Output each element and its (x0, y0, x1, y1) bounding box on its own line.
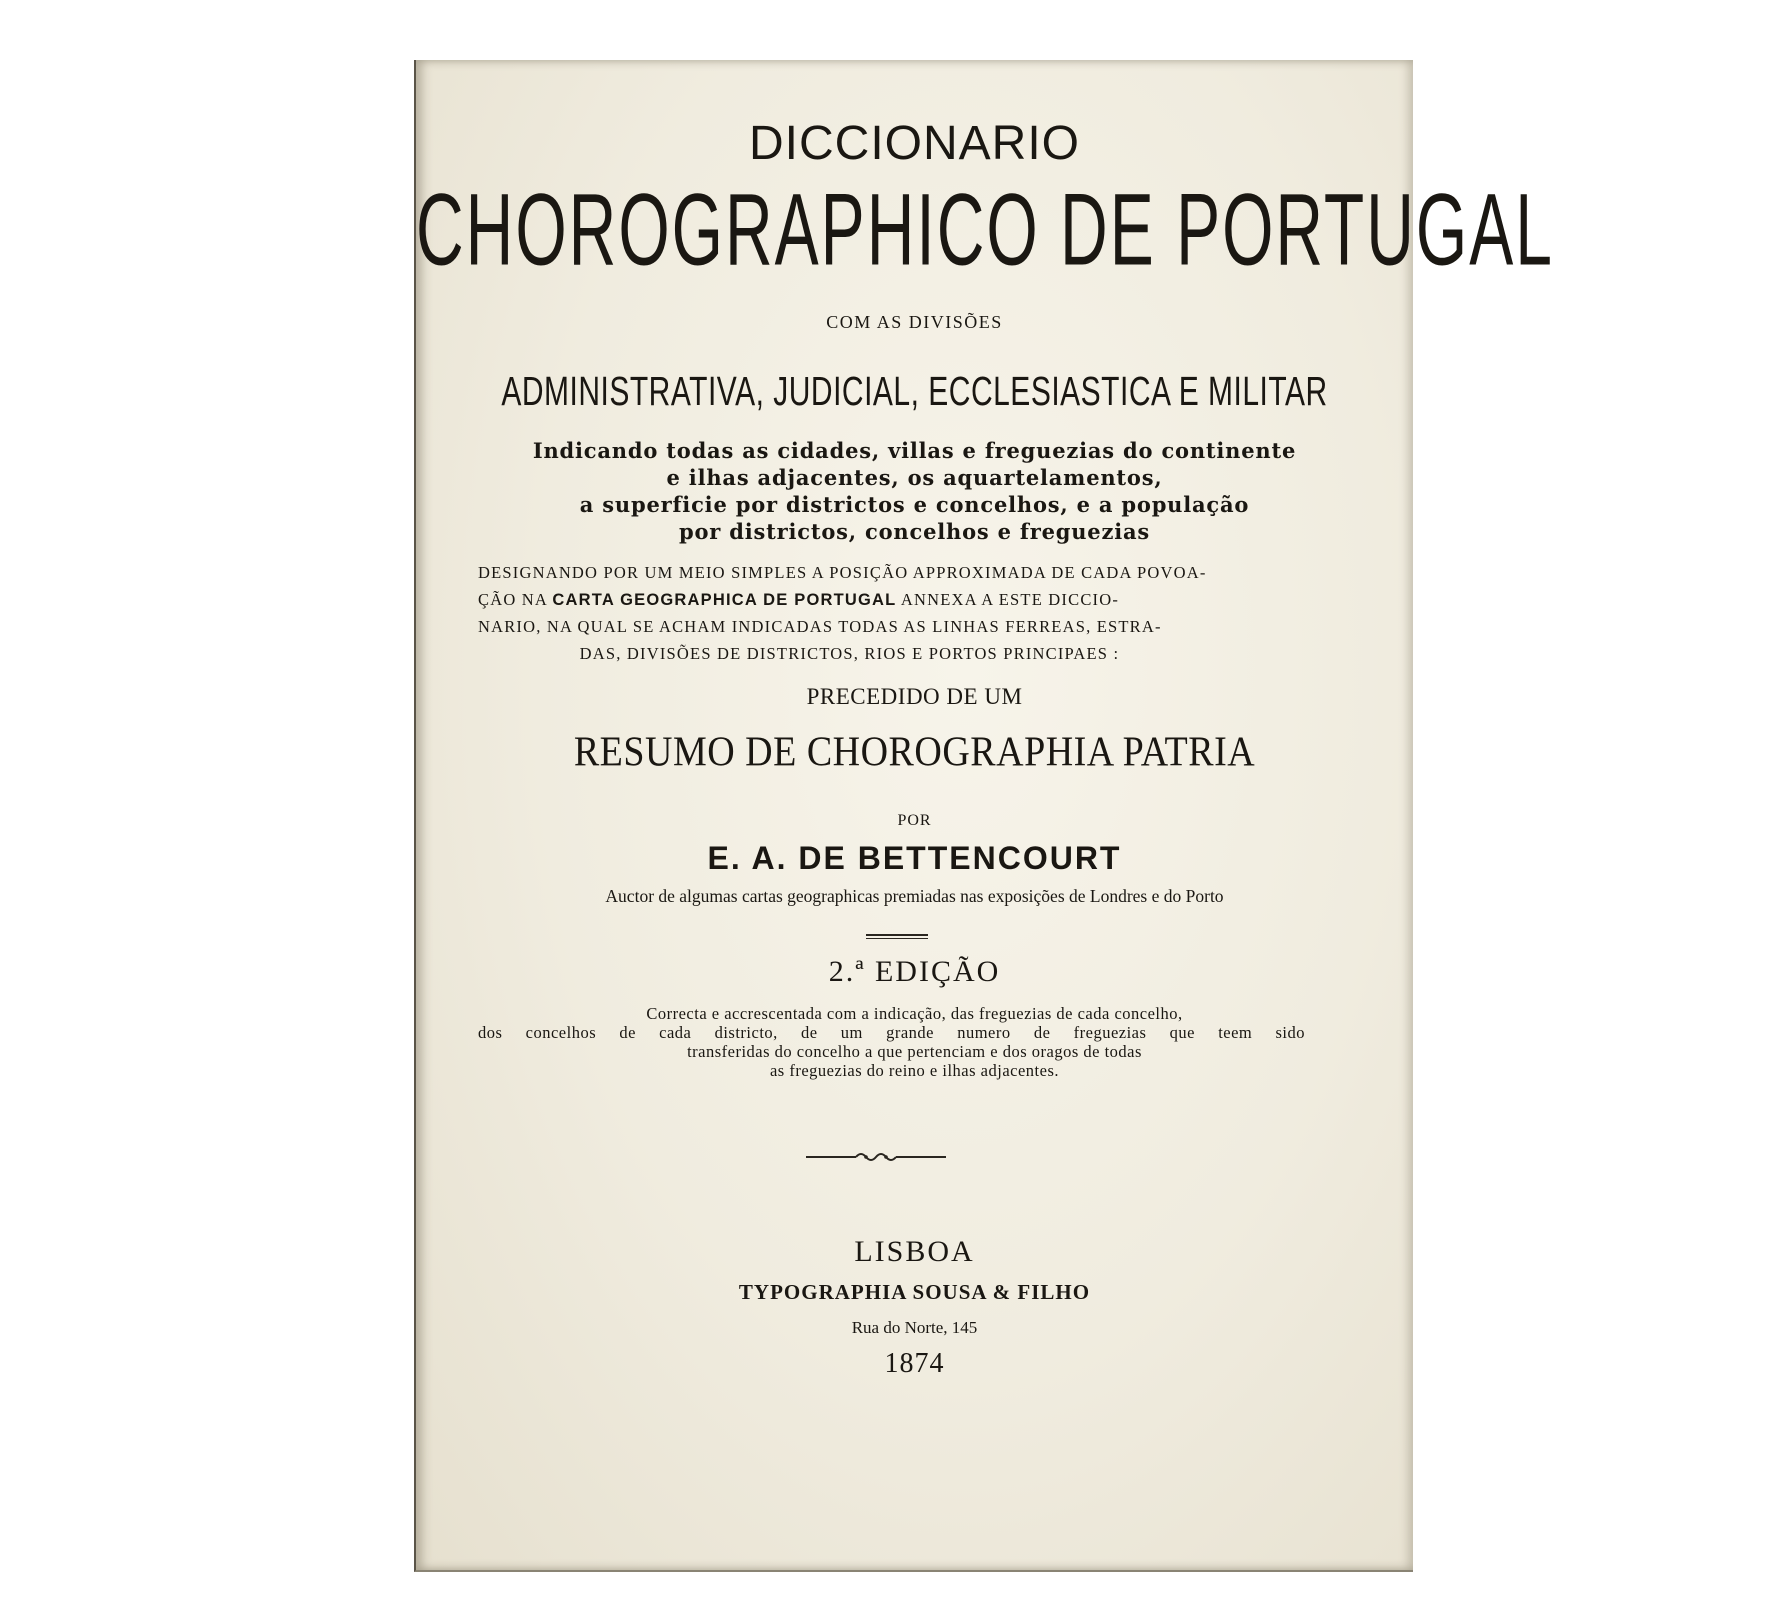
designando-line (478, 590, 1305, 610)
edition: 2.ª EDIÇÃO (828, 955, 1001, 988)
correcta-line: as freguezias do reino e ilhas adjacentes. (769, 1061, 1059, 1080)
com-as-divisoes: COM AS DIVISÕES (826, 312, 1003, 332)
ornament-divider (806, 1150, 946, 1164)
imprint-address: Rua do Norte, 145 (851, 1318, 978, 1337)
designando-line: NARIO, NA QUAL SE ACHAM INDICADAS TODAS AS LINHAS FERREAS, ESTRA- (478, 617, 1162, 636)
carta-geographica: CARTA GEOGRAPHICA DE PORTUGAL (552, 591, 897, 609)
designando-text: ÇÃO NA (478, 590, 553, 609)
author-note: Auctor de algumas cartas geographicas premiadas nas exposições de Londres e do Porto (605, 886, 1224, 906)
resumo-heading: RESUMO DE CHOROGRAPHIA PATRIA (573, 729, 1256, 776)
indicando-line: e ilhas adjacentes, os aquartelamentos, (666, 465, 1163, 490)
author-name: E. A. DE BETTENCOURT (707, 840, 1122, 876)
designando-line: DESIGNANDO POR UM MEIO SIMPLES A POSIÇÃO APPROXIMADA DE CADA POVOA- (478, 563, 1207, 582)
correcta-line: Correcta e accrescentada com a indicação, das freguezias de cada concelho, (646, 1004, 1183, 1023)
por: POR (897, 812, 932, 829)
imprint-printer: TYPOGRAPHIA SOUSA & FILHO (738, 1280, 1091, 1304)
correcta-line: transferidas do concelho a que pertenciam e dos oragos de todas (687, 1042, 1142, 1061)
imprint-city: LISBOA (854, 1235, 975, 1268)
designando-text: ANNEXA A ESTE DICCIO- (896, 590, 1120, 609)
correcta-line: dos concelhos de cada districto, de um grande numero de freguezias que teem sido (478, 1023, 1305, 1042)
divisions-heading: ADMINISTRATIVA, JUDICIAL, ECCLESIASTICA E MILITAR (501, 370, 1328, 415)
title-line-1: DICCIONARIO (748, 117, 1080, 170)
imprint-year: 1874 (884, 1348, 945, 1379)
title-line-2: CHOROGRAPHICO DE PORTUGAL (416, 171, 1554, 287)
indicando-line: Indicando todas as cidades, villas e freguezias do continente (532, 438, 1297, 463)
precedido: PRECEDIDO DE UM (806, 684, 1023, 709)
divider-rule (866, 934, 928, 936)
designando-line: DAS, DIVISÕES DE DISTRICTOS, RIOS E PORTOS PRINCIPAES : (579, 644, 1120, 663)
indicando-line: por districtos, concelhos e freguezias (679, 519, 1150, 544)
title-page (414, 60, 1554, 1572)
indicando-line: a superficie por districtos e concelhos, e a população (579, 492, 1250, 517)
